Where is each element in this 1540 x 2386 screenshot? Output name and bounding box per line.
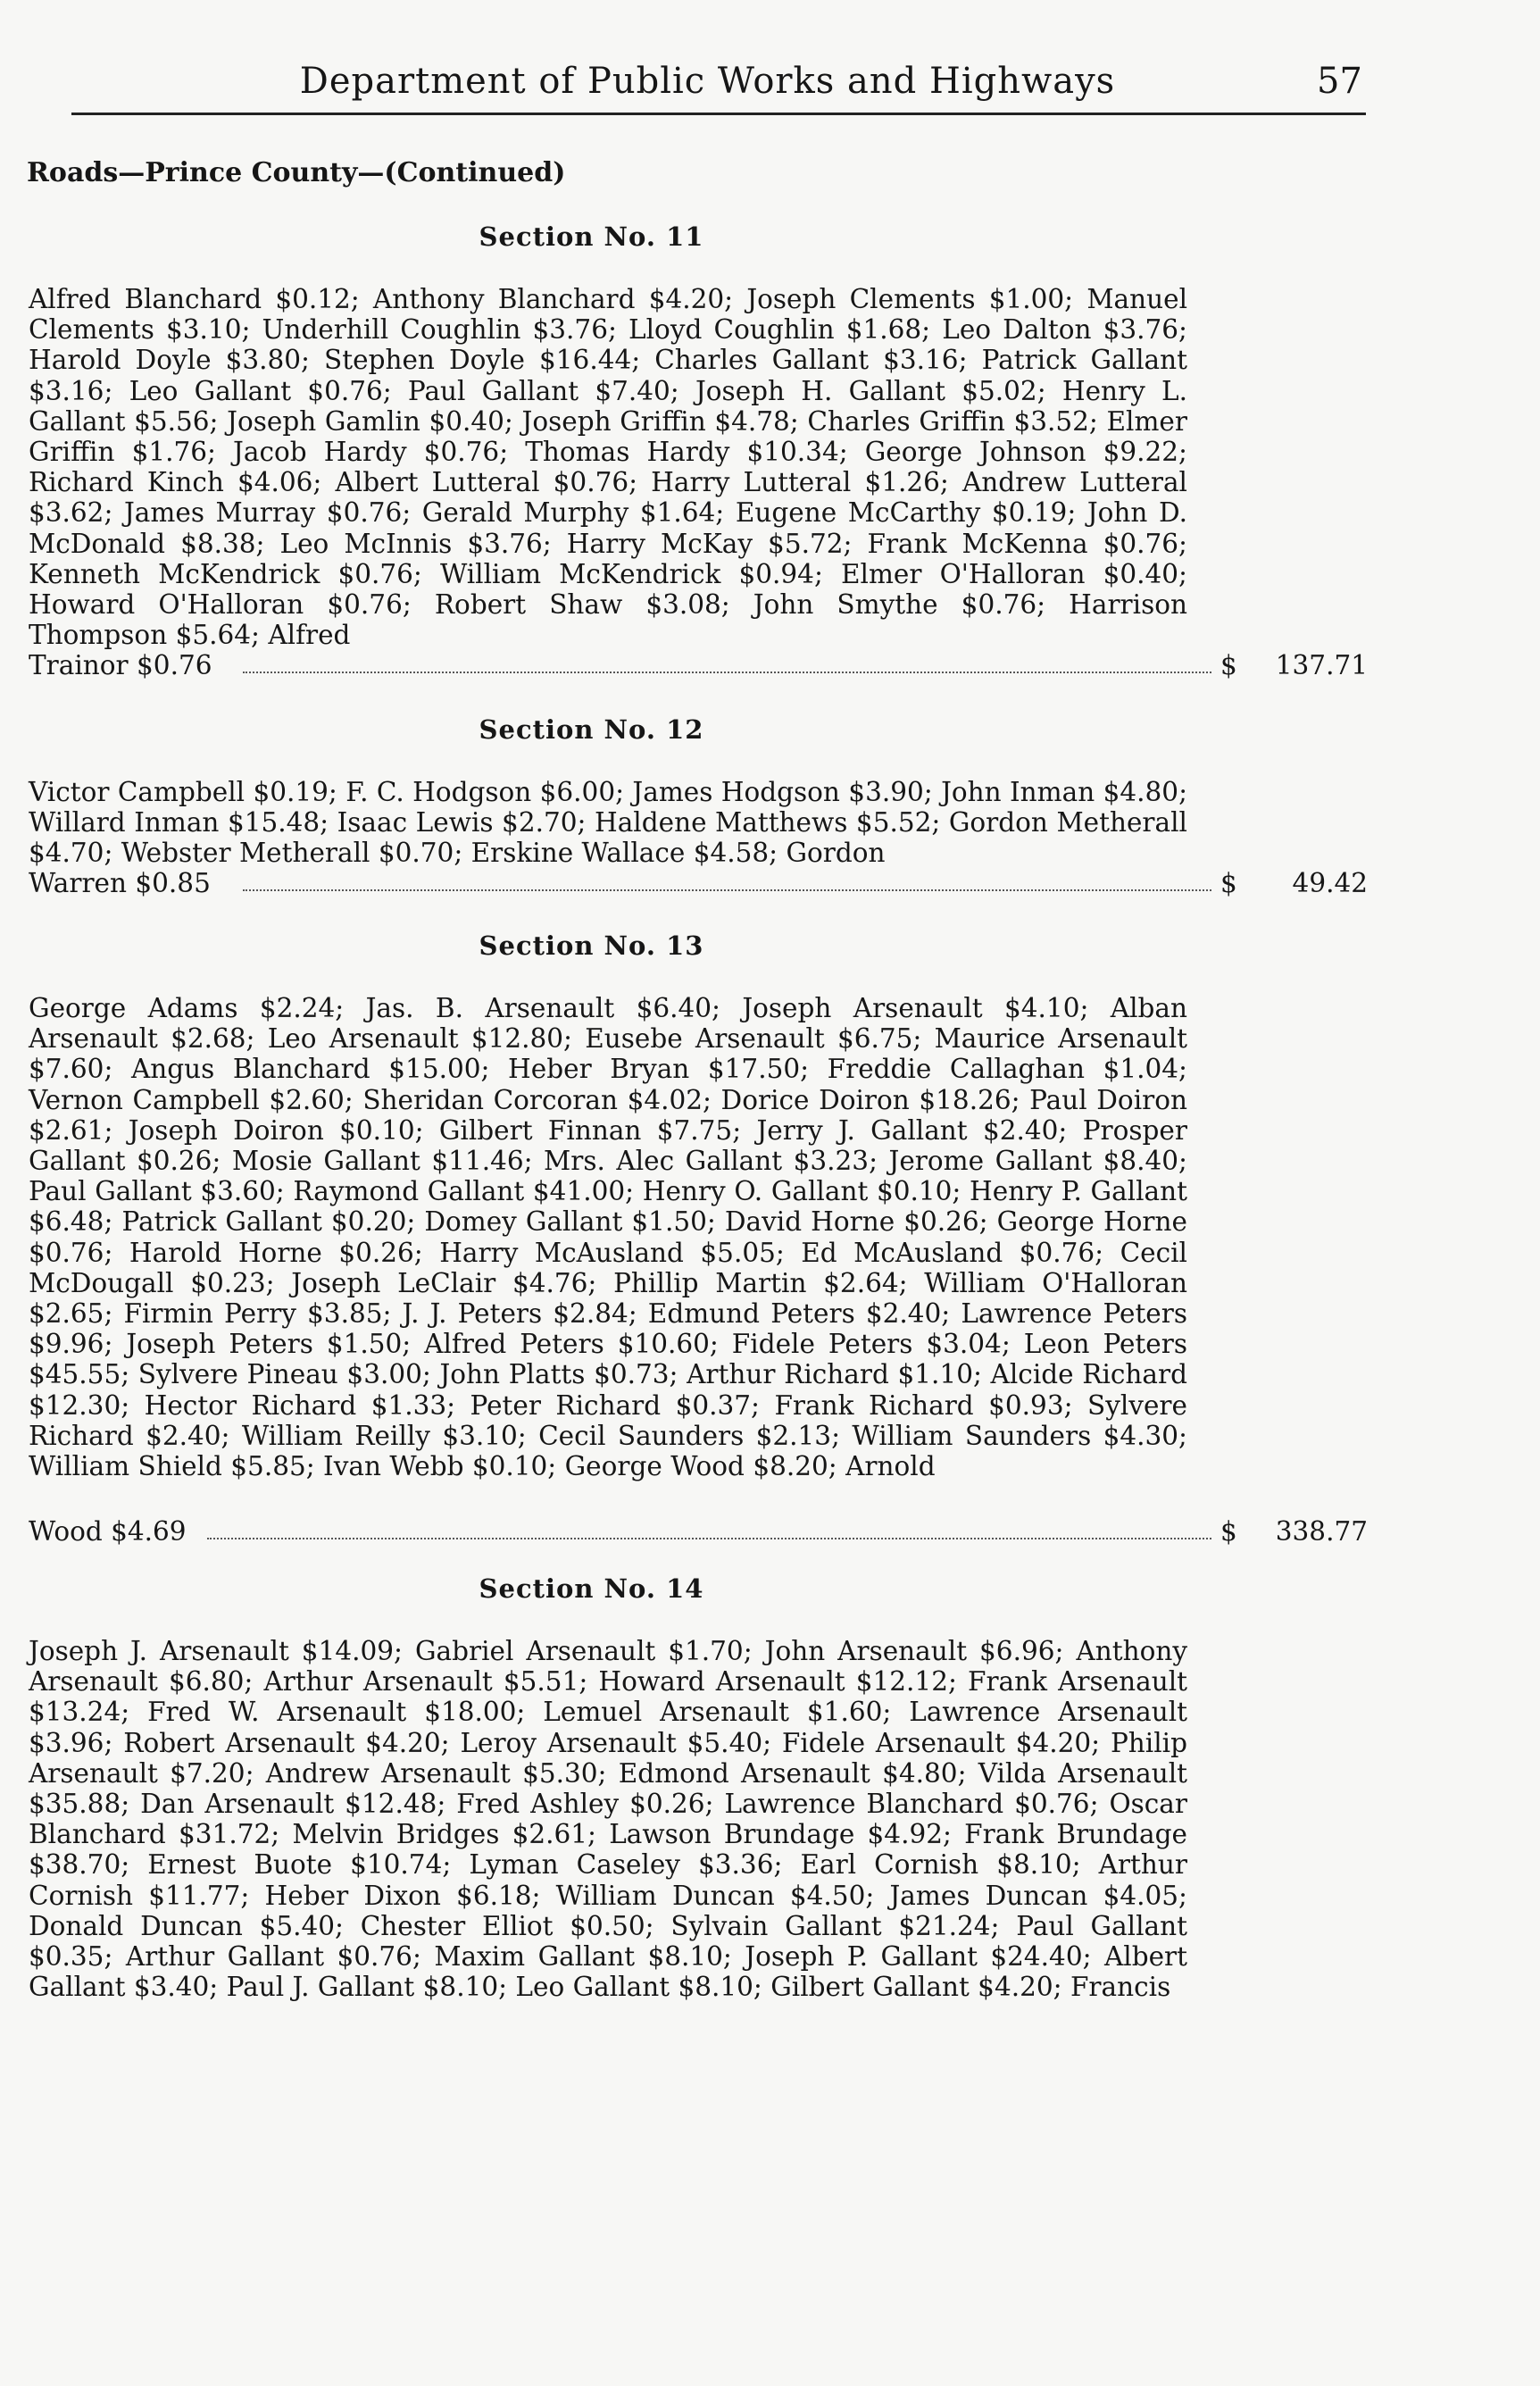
section-total-line bbox=[29, 1516, 1368, 1548]
dollar-sign: $ bbox=[1220, 650, 1237, 680]
section-body: Alfred Blanchard $0.12; Anthony Blanchard $4.20; Joseph Clements $1.00; Manuel Clements $3.10; Underhill Coughlin $3.76; Lloyd Coughlin $1.68; Leo Dalton $3.76; Harold Doyle $3.80; Stephen Doyle $16.44; Charles Gallant $3.16; Patrick Gallant $3.16; Leo Gallant $0.76; Paul Gallant $7.40; Joseph H. Gallant $5.02; Henry L. Gallant $5.56; Joseph Gamlin $0.40; Joseph Griffin $4.78; Charles Griffin $3.52; Elmer Griffin $1.76; Jacob Hardy $0.76; Thomas Hardy $10.34; George Johnson $9.22; Richard Kinch $4.06; Albert Lutteral $0.76; Harry Lutteral $1.26; Andrew Lutteral $3.62; James Murray $0.76; Gerald Murphy $1.64; Eugene McCarthy $0.19; John D. McDonald $8.38; Leo McInnis $3.76; Harry McKay $5.72; Frank McKenna $0.76; Kenneth McKendrick $0.76; William McKendrick $0.94; Elmer O'Halloran $0.40; Howard O'Halloran $0.76; Robert Shaw $3.08; John Smythe $0.76; Harrison Thompson $5.64; Alfred bbox=[29, 284, 1187, 651]
section-last-entry: Trainor $0.76 bbox=[29, 650, 212, 680]
section-body: George Adams $2.24; Jas. B. Arsenault $6.40; Joseph Arsenault $4.10; Alban Arsenault $2.68; Leo Arsenault $12.80; Eusebe Arsenault $6.75; Maurice Arsenault $7.60; Angus Blanchard $15.00; Heber Bryan $17.50; Freddie Callaghan $1.04; Vernon Campbell $2.60; Sheridan Corcoran $4.02; Dorice Doiron $18.26; Paul Doiron $2.61; Joseph Doiron $0.10; Gilbert Finnan $7.75; Jerry J. Gallant $2.40; Prosper Gallant $0.26; Mosie Gallant $11.46; Mrs. Alec Gallant $3.23; Jerome Gallant $8.40; Paul Gallant $3.60; Raymond Gallant $41.00; Henry O. Gallant $0.10; Henry P. Gallant $6.48; Patrick Gallant $0.20; Domey Gallant $1.50; David Horne $0.26; George Horne $0.76; Harold Horne $0.26; Harry McAusland $5.05; Ed McAusland $0.76; Cecil McDougall $0.23; Joseph LeClair $4.76; Phillip Martin $2.64; William O'Halloran $2.65; Firmin Perry $3.85; J. J. Peters $2.84; Edmund Peters $2.40; Lawrence Peters $9.96; Joseph Peters $1.50; Alfred Peters $10.60; Fidele Peters $3.04; Leon Peters $45.55; Sylvere Pineau $3.00; John Platts $0.73; Arthur Richard $1.10; Alcide Richard $12.30; Hector Richard $1.33; Peter Richard $0.37; Frank Richard $0.93; Sylvere Richard $2.40; William Reilly $3.10; Cecil Saunders $2.13; William Saunders $4.30; William Shield $5.85; Ivan Webb $0.10; George Wood $8.20; Arnold bbox=[29, 993, 1187, 1482]
section-total-line bbox=[29, 868, 1368, 900]
section-total: 137.71 bbox=[1275, 650, 1368, 680]
running-head: Roads—Prince County—(Continued) bbox=[27, 157, 566, 188]
section-body: Victor Campbell $0.19; F. C. Hodgson $6.00; James Hodgson $3.90; John Inman $4.80; Willard Inman $15.48; Isaac Lewis $2.70; Haldene Matthews $5.52; Gordon Metherall $4.70; Webster Metherall $0.70; Erskine Wallace $4.58; Gordon bbox=[29, 777, 1188, 869]
page-number: 57 bbox=[1317, 61, 1362, 102]
section-last-entry: Warren $0.85 bbox=[29, 868, 211, 898]
dollar-sign: $ bbox=[1220, 1516, 1237, 1547]
section-title: Section No. 11 bbox=[479, 221, 704, 252]
dollar-sign: $ bbox=[1220, 868, 1237, 898]
dot-leader bbox=[243, 672, 1211, 673]
section-body: Joseph J. Arsenault $14.09; Gabriel Arsenault $1.70; John Arsenault $6.96; Anthony Arsenault $6.80; Arthur Arsenault $5.51; Howard Arsenault $12.12; Frank Arsenault $13.24; Fred W. Arsenault $18.00; Lemuel Arsenault $1.60; Lawrence Arsenault $3.96; Robert Arsenault $4.20; Leroy Arsenault $5.40; Fidele Arsenault $4.20; Philip Arsenault $7.20; Andrew Arsenault $5.30; Edmond Arsenault $4.80; Vilda Arsenault $35.88; Dan Arsenault $12.48; Fred Ashley $0.26; Lawrence Blanchard $0.76; Oscar Blanchard $31.72; Melvin Bridges $2.61; Lawson Brundage $4.92; Frank Brundage $38.70; Ernest Buote $10.74; Lyman Caseley $3.36; Earl Cornish $8.10; Arthur Cornish $11.77; Heber Dixon $6.18; William Duncan $4.50; James Duncan $4.05; Donald Duncan $5.40; Chester Elliot $0.50; Sylvain Gallant $21.24; Paul Gallant $0.35; Arthur Gallant $0.76; Maxim Gallant $8.10; Joseph P. Gallant $24.40; Albert Gallant $3.40; Paul J. Gallant $8.10; Leo Gallant $8.10; Gilbert Gallant $4.20; Francis bbox=[29, 1636, 1187, 2003]
section-title: Section No. 12 bbox=[479, 714, 704, 745]
section-total: 338.77 bbox=[1275, 1516, 1368, 1547]
section-last-entry: Wood $4.69 bbox=[29, 1516, 187, 1547]
page-title: Department of Public Works and Highways bbox=[299, 61, 1116, 102]
dot-leader bbox=[243, 889, 1211, 891]
dot-leader bbox=[207, 1538, 1211, 1539]
section-title: Section No. 13 bbox=[479, 930, 704, 961]
section-title: Section No. 14 bbox=[479, 1573, 704, 1604]
page-header bbox=[0, 0, 1540, 125]
section-total-line bbox=[29, 650, 1368, 682]
section-total: 49.42 bbox=[1292, 868, 1368, 898]
header-rule bbox=[71, 113, 1366, 115]
